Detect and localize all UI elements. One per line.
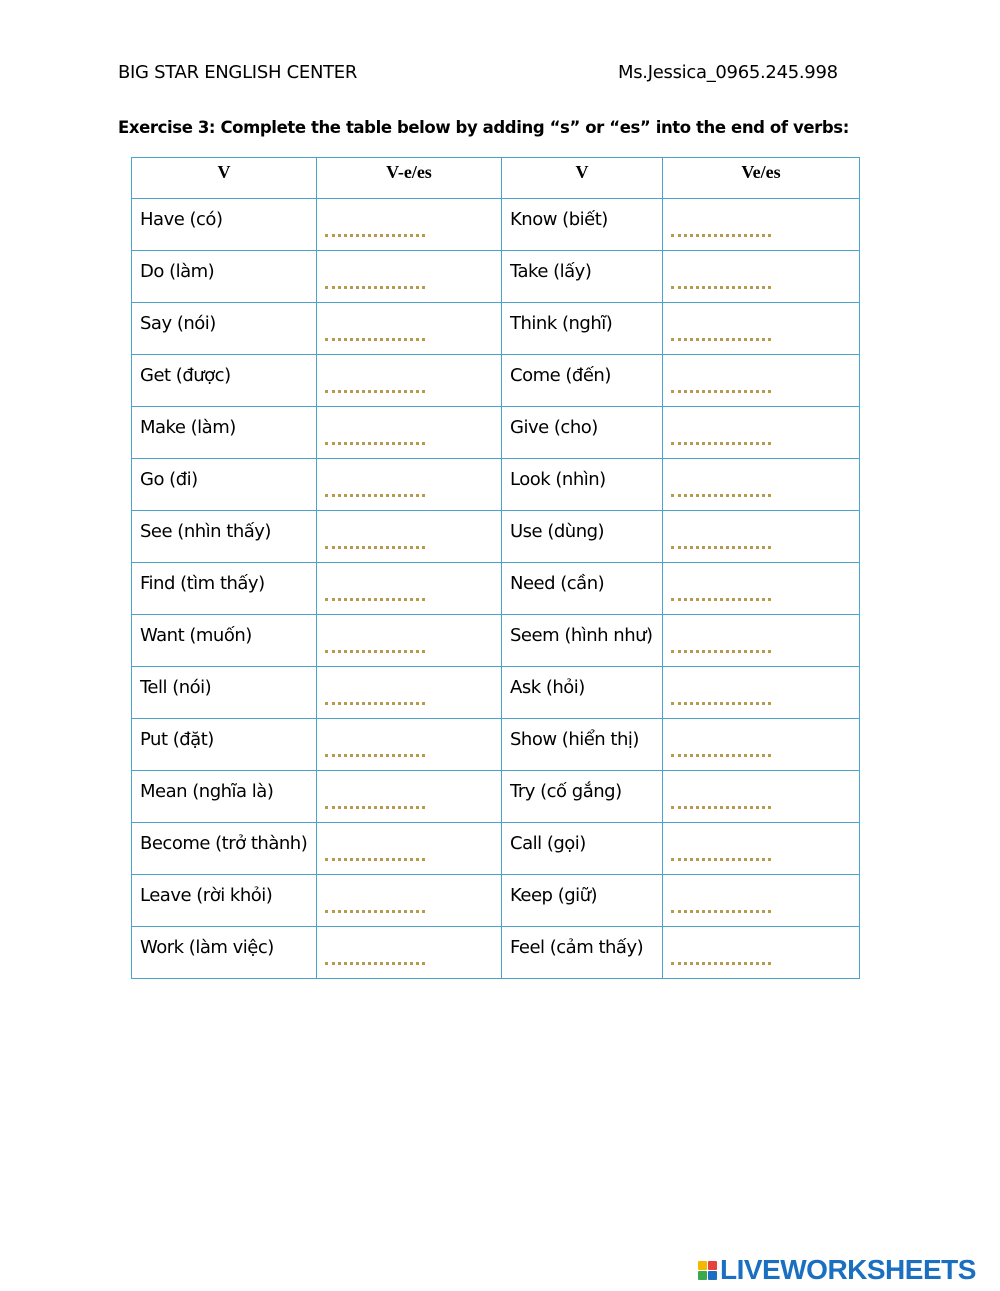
verb-cell <box>132 875 317 927</box>
answer-blank[interactable] <box>325 952 425 965</box>
verb-label: Use (dùng) <box>510 521 605 542</box>
verb-label: Work (làm việc) <box>140 937 274 958</box>
logo-square-2 <box>708 1261 717 1270</box>
answer-blank[interactable] <box>671 328 771 341</box>
verb-label: Leave (rời khỏi) <box>140 885 273 906</box>
table-row <box>132 355 860 407</box>
verb-cell <box>132 407 317 459</box>
answer-blank[interactable] <box>325 432 425 445</box>
answer-cell[interactable] <box>663 771 860 823</box>
header-verb-right: V <box>502 158 663 199</box>
table-body <box>132 199 860 979</box>
answer-cell[interactable] <box>317 927 502 979</box>
verb-cell <box>132 511 317 563</box>
table-row <box>132 407 860 459</box>
verb-cell <box>132 303 317 355</box>
answer-blank[interactable] <box>325 276 425 289</box>
answer-blank[interactable] <box>325 588 425 601</box>
teacher-contact: Ms.Jessica_0965.245.998 <box>618 62 838 83</box>
verb-cell <box>132 251 317 303</box>
verb-cell <box>132 771 317 823</box>
verb-label: Call (gọi) <box>510 833 586 854</box>
answer-blank[interactable] <box>671 640 771 653</box>
verb-cell <box>502 615 663 667</box>
answer-blank[interactable] <box>671 276 771 289</box>
answer-blank[interactable] <box>671 692 771 705</box>
verbs-table <box>131 157 860 979</box>
answer-cell[interactable] <box>663 459 860 511</box>
verb-label: Keep (giữ) <box>510 885 598 906</box>
answer-cell[interactable] <box>663 719 860 771</box>
verb-label: Feel (cảm thấy) <box>510 937 644 958</box>
answer-blank[interactable] <box>671 380 771 393</box>
verb-label: Mean (nghĩa là) <box>140 781 274 802</box>
answer-blank[interactable] <box>325 640 425 653</box>
verb-label: Want (muốn) <box>140 625 252 646</box>
logo-square-3 <box>698 1271 707 1280</box>
verb-label: Ask (hỏi) <box>510 677 585 698</box>
liveworksheets-logo-icon <box>698 1261 717 1280</box>
verb-cell <box>132 823 317 875</box>
answer-blank[interactable] <box>325 848 425 861</box>
verb-label: Know (biết) <box>510 209 608 230</box>
verb-cell <box>502 407 663 459</box>
verb-cell <box>502 771 663 823</box>
answer-cell[interactable] <box>317 511 502 563</box>
verb-label: Take (lấy) <box>510 261 592 282</box>
table-row <box>132 303 860 355</box>
answer-cell[interactable] <box>317 615 502 667</box>
header-ves-left: V-e/es <box>317 158 502 199</box>
answer-cell[interactable] <box>317 251 502 303</box>
answer-blank[interactable] <box>325 796 425 809</box>
table-header-row <box>132 158 860 199</box>
verb-cell <box>502 251 663 303</box>
table-row <box>132 251 860 303</box>
answer-cell[interactable] <box>317 303 502 355</box>
header-verb-left: V <box>132 158 317 199</box>
verb-label: Make (làm) <box>140 417 236 438</box>
answer-blank[interactable] <box>671 848 771 861</box>
answer-cell[interactable] <box>663 407 860 459</box>
answer-cell[interactable] <box>663 303 860 355</box>
verb-cell <box>502 511 663 563</box>
answer-blank[interactable] <box>325 484 425 497</box>
verb-cell <box>502 303 663 355</box>
answer-cell[interactable] <box>317 875 502 927</box>
verb-label: Come (đến) <box>510 365 611 386</box>
table-row <box>132 823 860 875</box>
verb-label: Put (đặt) <box>140 729 214 750</box>
answer-blank[interactable] <box>325 536 425 549</box>
table-row <box>132 927 860 979</box>
logo-square-4 <box>708 1271 717 1280</box>
verb-cell <box>132 563 317 615</box>
table-row <box>132 199 860 251</box>
logo-square-1 <box>698 1261 707 1270</box>
answer-blank[interactable] <box>671 952 771 965</box>
answer-cell[interactable] <box>317 459 502 511</box>
verb-cell <box>502 355 663 407</box>
verb-cell <box>132 615 317 667</box>
header-ves-right: Ve/es <box>663 158 860 199</box>
answer-cell[interactable] <box>317 719 502 771</box>
answer-blank[interactable] <box>671 744 771 757</box>
answer-blank[interactable] <box>671 536 771 549</box>
answer-blank[interactable] <box>325 224 425 237</box>
answer-blank[interactable] <box>325 328 425 341</box>
answer-blank[interactable] <box>325 380 425 393</box>
answer-cell[interactable] <box>663 251 860 303</box>
verb-label: Show (hiển thị) <box>510 729 639 750</box>
answer-cell[interactable] <box>663 615 860 667</box>
verb-label: Seem (hình như) <box>510 625 653 646</box>
answer-cell[interactable] <box>317 823 502 875</box>
answer-blank[interactable] <box>671 796 771 809</box>
answer-blank[interactable] <box>671 900 771 913</box>
answer-blank[interactable] <box>671 224 771 237</box>
verb-label: Find (tìm thấy) <box>140 573 265 594</box>
verb-cell <box>132 667 317 719</box>
answer-blank[interactable] <box>671 484 771 497</box>
answer-cell[interactable] <box>317 563 502 615</box>
verb-cell <box>132 719 317 771</box>
verb-label: Go (đi) <box>140 469 198 490</box>
answer-blank[interactable] <box>325 900 425 913</box>
verb-cell <box>132 927 317 979</box>
answer-cell[interactable] <box>317 199 502 251</box>
liveworksheets-logo <box>698 1255 976 1285</box>
verb-label: Look (nhìn) <box>510 469 606 490</box>
verb-cell <box>502 719 663 771</box>
verb-cell <box>502 667 663 719</box>
verb-label: Do (làm) <box>140 261 215 282</box>
verb-label: Tell (nói) <box>140 677 212 698</box>
verb-cell <box>502 459 663 511</box>
answer-blank[interactable] <box>325 692 425 705</box>
logo-text: LIVEWORKSHEETS <box>720 1254 976 1285</box>
verb-cell <box>132 355 317 407</box>
answer-cell[interactable] <box>317 771 502 823</box>
answer-cell[interactable] <box>663 927 860 979</box>
answer-cell[interactable] <box>663 823 860 875</box>
answer-cell[interactable] <box>317 407 502 459</box>
answer-cell[interactable] <box>663 511 860 563</box>
table-row <box>132 875 860 927</box>
answer-cell[interactable] <box>663 199 860 251</box>
verb-label: Need (cần) <box>510 573 605 594</box>
verb-label: Think (nghĩ) <box>510 313 613 334</box>
answer-cell[interactable] <box>663 875 860 927</box>
verb-cell <box>502 927 663 979</box>
table-row <box>132 771 860 823</box>
school-name: BIG STAR ENGLISH CENTER <box>118 62 358 83</box>
answer-cell[interactable] <box>663 667 860 719</box>
verb-label: See (nhìn thấy) <box>140 521 271 542</box>
verb-cell <box>132 199 317 251</box>
verb-label: Become (trở thành) <box>140 833 308 854</box>
verb-label: Give (cho) <box>510 417 598 438</box>
verb-label: Try (cố gắng) <box>510 781 622 802</box>
table-row <box>132 719 860 771</box>
answer-blank[interactable] <box>671 432 771 445</box>
verb-cell <box>502 563 663 615</box>
exercise-title: Exercise 3: Complete the table below by adding “s” or “es” into the end of verbs: <box>118 118 849 137</box>
answer-blank[interactable] <box>325 744 425 757</box>
answer-blank[interactable] <box>671 588 771 601</box>
table-row <box>132 615 860 667</box>
table-row <box>132 667 860 719</box>
table-row <box>132 459 860 511</box>
verb-label: Say (nói) <box>140 313 216 334</box>
answer-cell[interactable] <box>663 355 860 407</box>
answer-cell[interactable] <box>317 355 502 407</box>
answer-cell[interactable] <box>317 667 502 719</box>
table-row <box>132 511 860 563</box>
verb-label: Get (được) <box>140 365 231 386</box>
verb-cell <box>502 875 663 927</box>
verb-cell <box>502 199 663 251</box>
answer-cell[interactable] <box>663 563 860 615</box>
verb-label: Have (có) <box>140 209 223 230</box>
table-row <box>132 563 860 615</box>
verb-cell <box>132 459 317 511</box>
verb-cell <box>502 823 663 875</box>
